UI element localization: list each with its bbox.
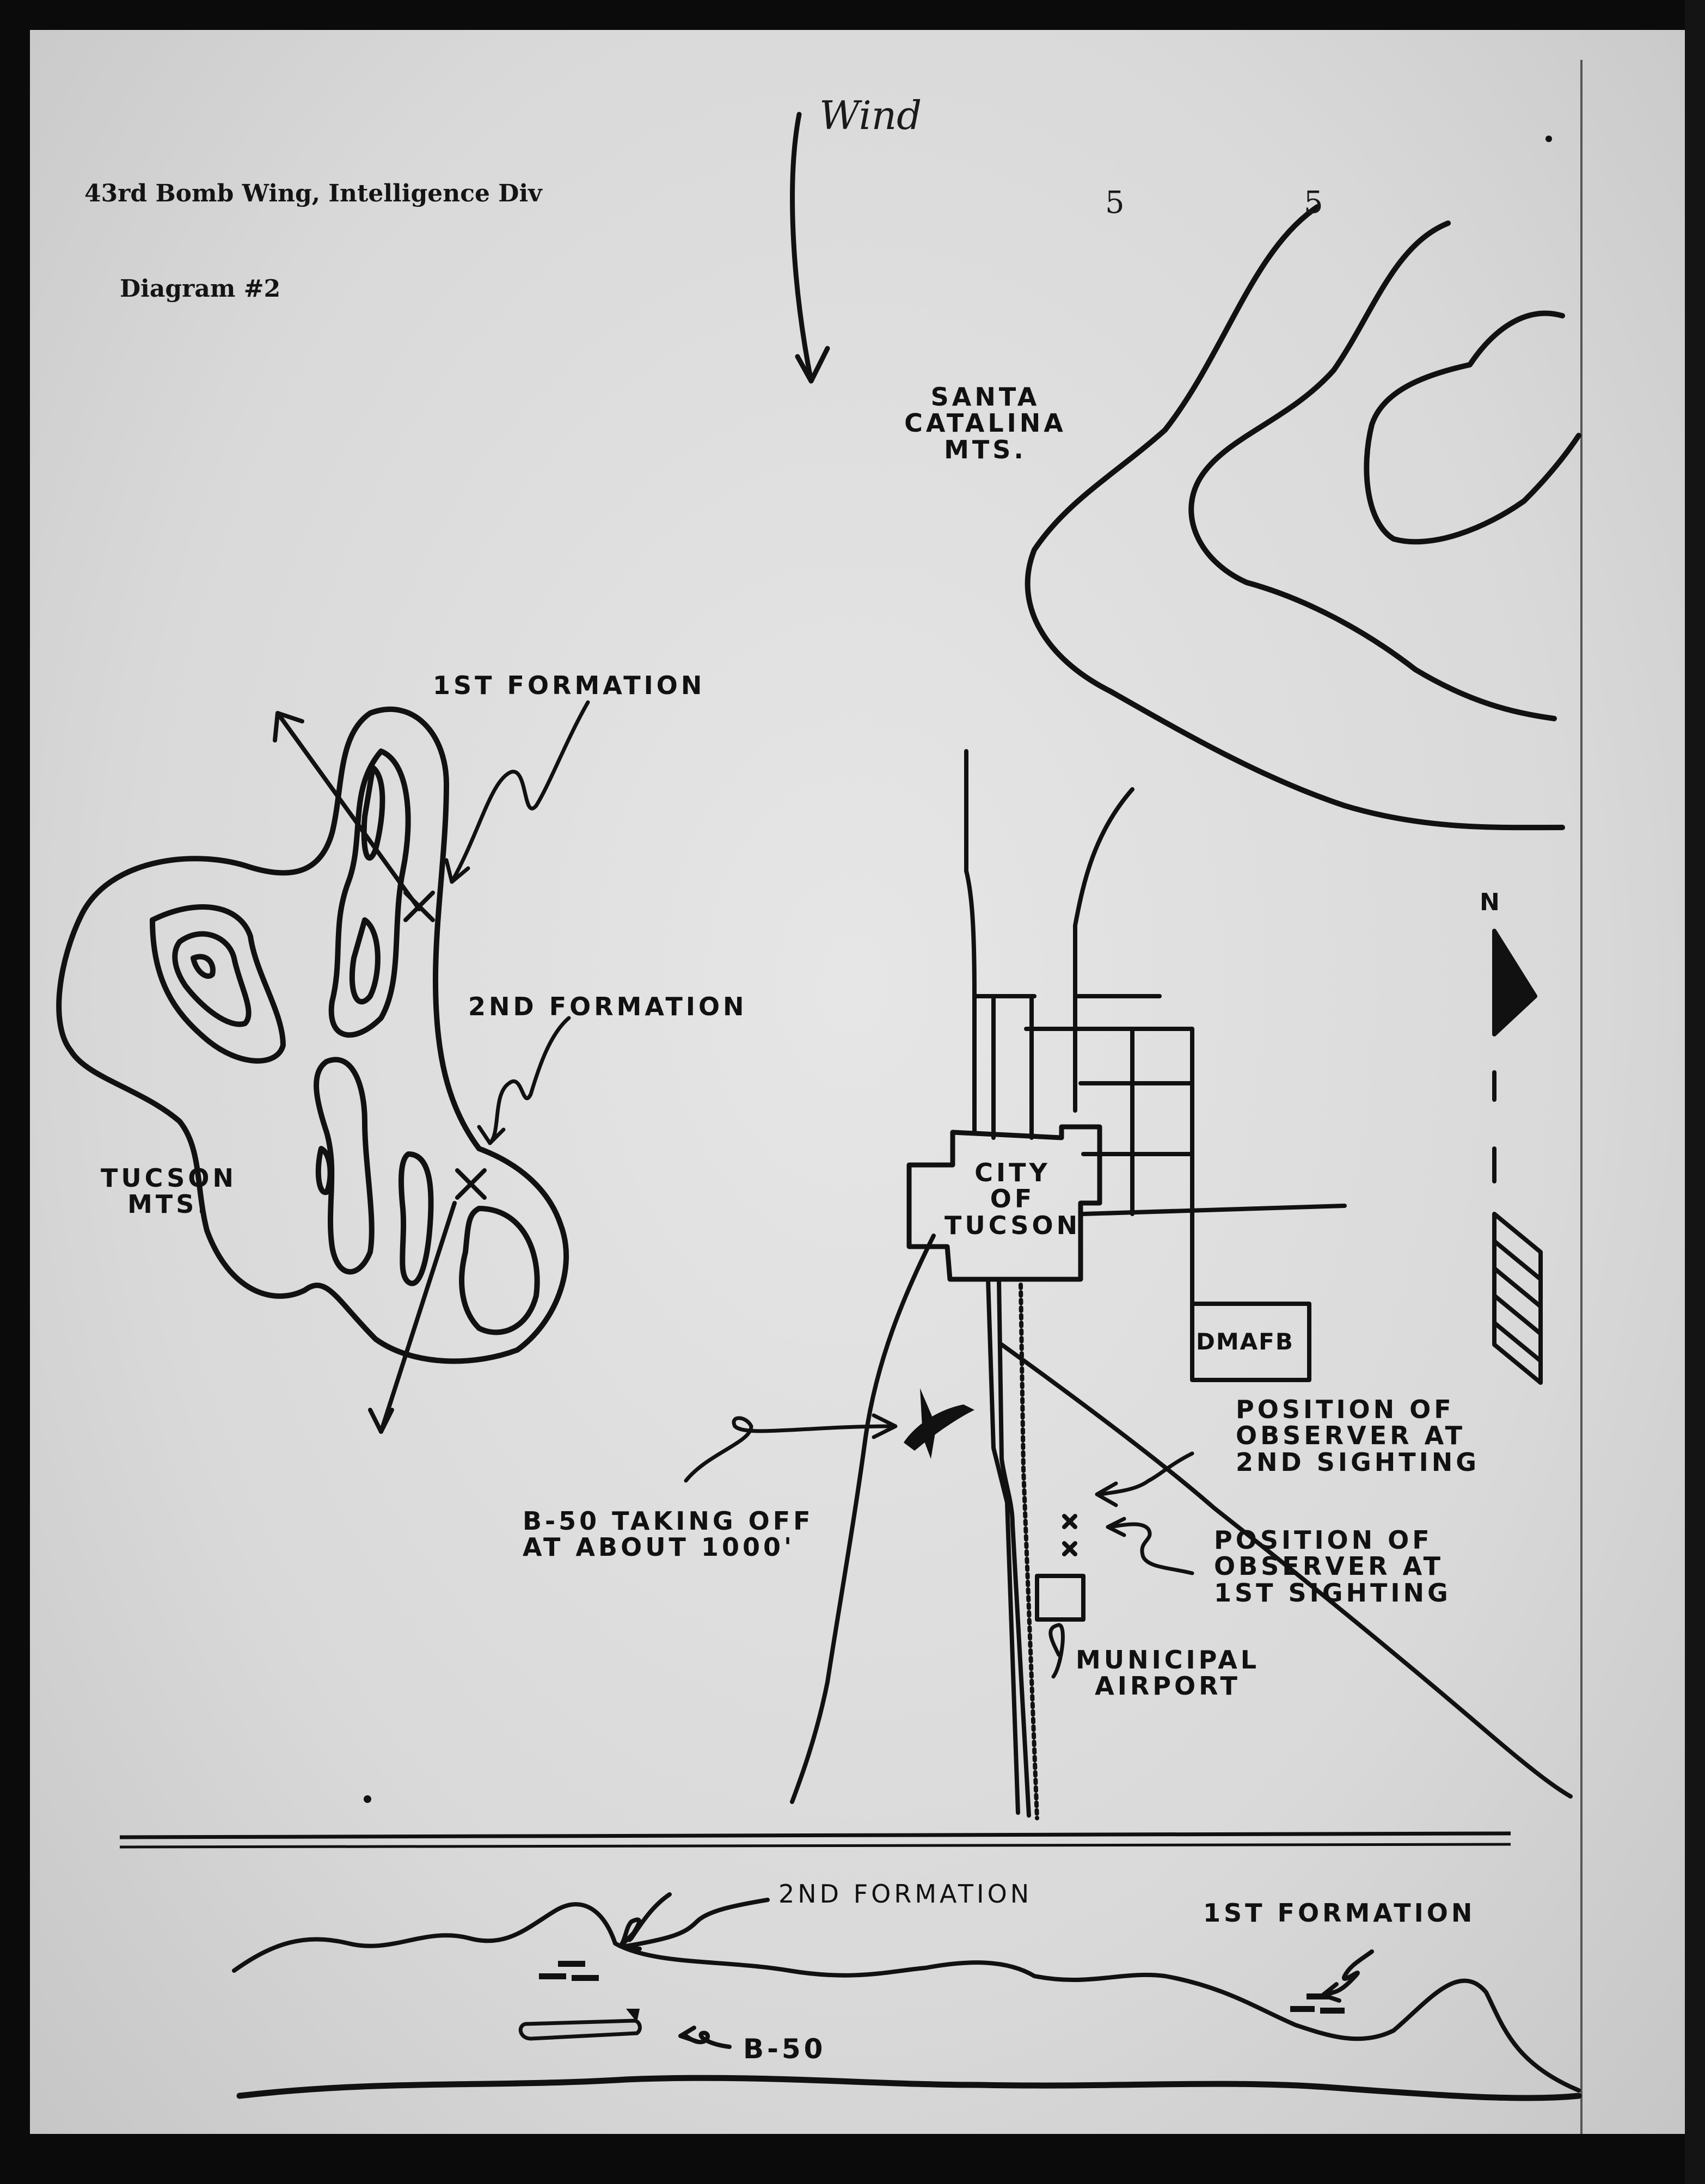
- left-border: [0, 0, 30, 2184]
- observer-2nd-sighting-label: POSITION OF OBSERVER AT 2ND SIGHTING: [1236, 1395, 1480, 1477]
- speck: [1545, 136, 1552, 142]
- b50-plane-map: [904, 1388, 974, 1459]
- wind-note: Wind: [819, 93, 922, 138]
- unit-header: 43rd Bomb Wing, Intelligence Div: [84, 180, 542, 207]
- b50-takeoff-label: B-50 TAKING OFF AT ABOUT 1000': [523, 1506, 814, 1562]
- speck: [364, 1795, 371, 1803]
- profile-b50-plane: [520, 2009, 640, 2039]
- tucson-mts-contours: [59, 709, 566, 1361]
- bottom-border: [0, 2134, 1705, 2184]
- santa-catalina-contours: [1028, 207, 1579, 827]
- contour-label: 5: [1304, 185, 1323, 220]
- profile-first-formation-label: 1ST FORMATION: [1203, 1898, 1476, 1928]
- observer-1st-sighting-label: POSITION OF OBSERVER AT 1ST SIGHTING: [1214, 1525, 1451, 1608]
- profile-formations: [539, 1961, 1345, 2014]
- dmafb-label: DMAFB: [1196, 1328, 1294, 1355]
- municipal-airport-label: MUNICIPAL AIRPORT: [1075, 1645, 1260, 1701]
- second-formation-label: 2ND FORMATION: [468, 992, 747, 1021]
- separator-lines: [120, 1833, 1511, 1847]
- santa-catalina-label: SANTA CATALINA MTS.: [904, 382, 1066, 464]
- profile-second-formation-label: 2ND FORMATION: [778, 1879, 1033, 1909]
- diagram-number: Diagram #2: [120, 275, 281, 303]
- north-label: N: [1480, 888, 1503, 916]
- tucson-mts-label: TUCSON MTS.: [100, 1163, 237, 1219]
- right-border: [1685, 0, 1705, 2184]
- profile-b50-label: B-50: [743, 2033, 826, 2065]
- first-formation-label: 1ST FORMATION: [433, 671, 706, 700]
- city-of-tucson-label: CITY OF TUCSON: [945, 1158, 1081, 1240]
- top-border: [0, 0, 1705, 30]
- north-arrow-symbol: [1494, 931, 1541, 1383]
- contour-label: 5: [1105, 185, 1125, 220]
- wind-arrow: [793, 114, 827, 381]
